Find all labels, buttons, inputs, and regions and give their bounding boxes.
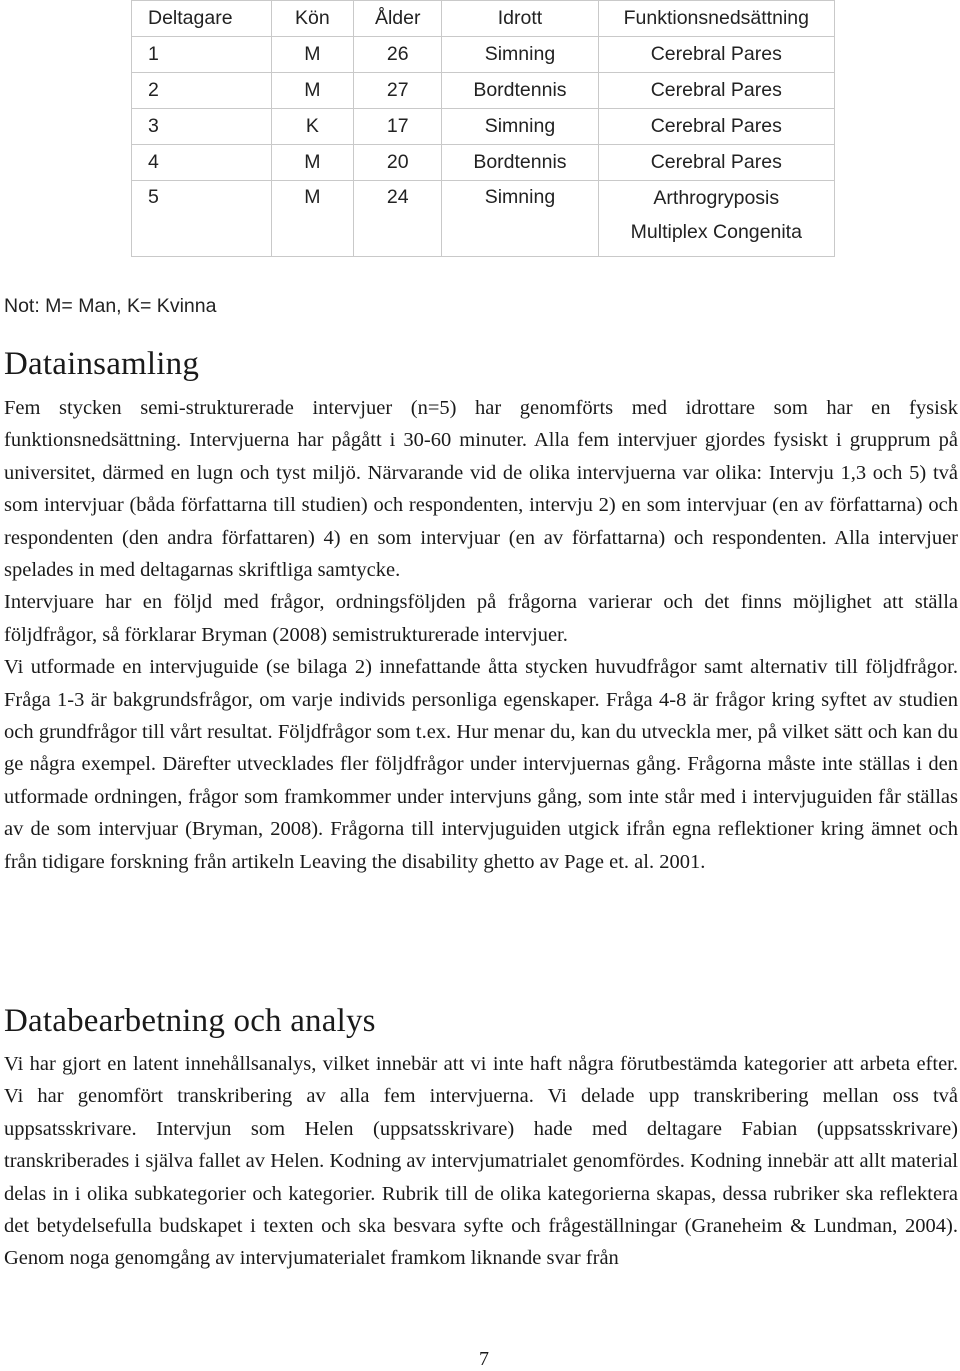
page-number: 7	[479, 1348, 489, 1370]
table-cell: K	[271, 109, 354, 145]
paragraph: Vi har gjort en latent innehållsanalys, vilket innebär att vi inte haft några förutbestämda kategorier att arbeta efter. Vi har genomfört transkribering av alla fem intervjuerna. Vi delade upp transkribering mellan oss två uppsatsskrivare. Intervjun som Helen (uppsatsskrivare) hade med deltagare Fabian (uppsatsskrivare) transkriberades i själva fallet av Helen. Kodning av intervjumatrialet genomfördes. Kodning innebär att allt material delas in i olika subkategorier och kategorier. Rubrik till de olika kategorierna skapas, dessa rubriker ska reflektera det betydelsefulla budskapet i texten och ska besvara syfte och frågeställningar (Graneheim & Lundman, 2004). Genom noga genomgång av intervjumaterialet framkom liknande svar från	[4, 1053, 958, 1270]
table-cell: Bordtennis	[442, 145, 598, 181]
table-cell: M	[271, 181, 354, 257]
table-cell: Simning	[442, 181, 598, 257]
table-cell: 17	[354, 109, 442, 145]
table-cell: Cerebral Pares	[598, 145, 834, 181]
header-cell: Deltagare	[132, 1, 272, 37]
table-cell: Simning	[442, 109, 598, 145]
table-cell: 2	[132, 73, 272, 109]
table-row	[132, 181, 835, 257]
section-heading-datainsamling: Datainsamling	[4, 346, 200, 382]
table-row	[132, 145, 835, 181]
table-row	[132, 73, 835, 109]
table-cell: 24	[354, 181, 442, 257]
table-cell: M	[271, 37, 354, 73]
table-cell: Simning	[442, 37, 598, 73]
cell-line: Arthrogryposis	[653, 187, 780, 209]
table-note: Not: M= Man, K= Kvinna	[4, 295, 217, 317]
table-cell: 26	[354, 37, 442, 73]
participants-table	[131, 0, 835, 257]
header-cell: Idrott	[442, 1, 598, 37]
table-cell: 27	[354, 73, 442, 109]
section-body-databearbetning	[4, 1048, 958, 1275]
table-cell-functional-impairment	[598, 181, 834, 257]
table-cell: 3	[132, 109, 272, 145]
table-header-row	[132, 1, 835, 37]
paragraph: Vi utformade en intervjuguide (se bilaga 2) innefattande åtta stycken huvudfrågor samt alternativ till följdfrågor. Fråga 1-3 är bakgrundsfrågor, om varje individs personliga egenskaper. Fråga 4-8 är frågor kring syftet av studien och grundfrågor till vårt resultat. Följdfrågor som t.ex. Hur menar du, kan du utveckla mer, på vilket sätt och kan du ge några exempel. Därefter utvecklades fler följdfrågor under intervjuernas gång. Frågorna måste inte ställas i den utformade ordningen, frågor som framkommer under intervjuns gång, som inte står med i intervjuguiden får ställas av de som intervjuar (Bryman, 2008). Frågorna till intervjuguiden utgick ifrån egna reflektioner kring ämnet och från tidigare forskning från artikeln Leaving the disability ghetto av Page et. al. 2001.	[4, 656, 958, 873]
header-cell: Funktionsnedsättning	[598, 1, 834, 37]
table-row	[132, 37, 835, 73]
table-cell: Cerebral Pares	[598, 109, 834, 145]
table-cell: Cerebral Pares	[598, 37, 834, 73]
paragraph: Intervjuare har en följd med frågor, ordningsföljden på frågorna varierar och det finns möjlighet att ställa följdfrågor, så förklarar Bryman (2008) semistrukturerade intervjuer.	[4, 591, 958, 646]
table-cell: 5	[132, 181, 272, 257]
table-cell: Cerebral Pares	[598, 73, 834, 109]
cell-line: Multiplex Congenita	[630, 221, 802, 243]
paragraph: Fem stycken semi-strukturerade intervjuer (n=5) har genomförts med idrottare som har en fysisk funktionsnedsättning. Intervjuerna har pågått i 30-60 minuter. Alla fem intervjuer gjordes fysiskt i grupprum på universitet, därmed en lugn och tyst miljö. Närvarande vid de olika intervjuerna var olika: Intervju 1,3 och 5) två som intervjuar (båda författarna till studien) och respondenten, intervju 2) en som intervjuar (en av författarna) och respondenten (den andra författaren) 4) en som intervjuar (en av författarna) och respondenten. Alla intervjuer spelades in med deltagarnas skriftliga samtycke.	[4, 397, 958, 582]
header-cell: Ålder	[354, 1, 442, 37]
section-heading-databearbetning: Databearbetning och analys	[4, 1003, 376, 1039]
table-cell: 1	[132, 37, 272, 73]
table-cell: M	[271, 145, 354, 181]
section-body-datainsamling	[4, 392, 958, 878]
table-cell: Bordtennis	[442, 73, 598, 109]
table-row	[132, 109, 835, 145]
table-cell: 4	[132, 145, 272, 181]
header-cell: Kön	[271, 1, 354, 37]
table-cell: 20	[354, 145, 442, 181]
table-cell: M	[271, 73, 354, 109]
